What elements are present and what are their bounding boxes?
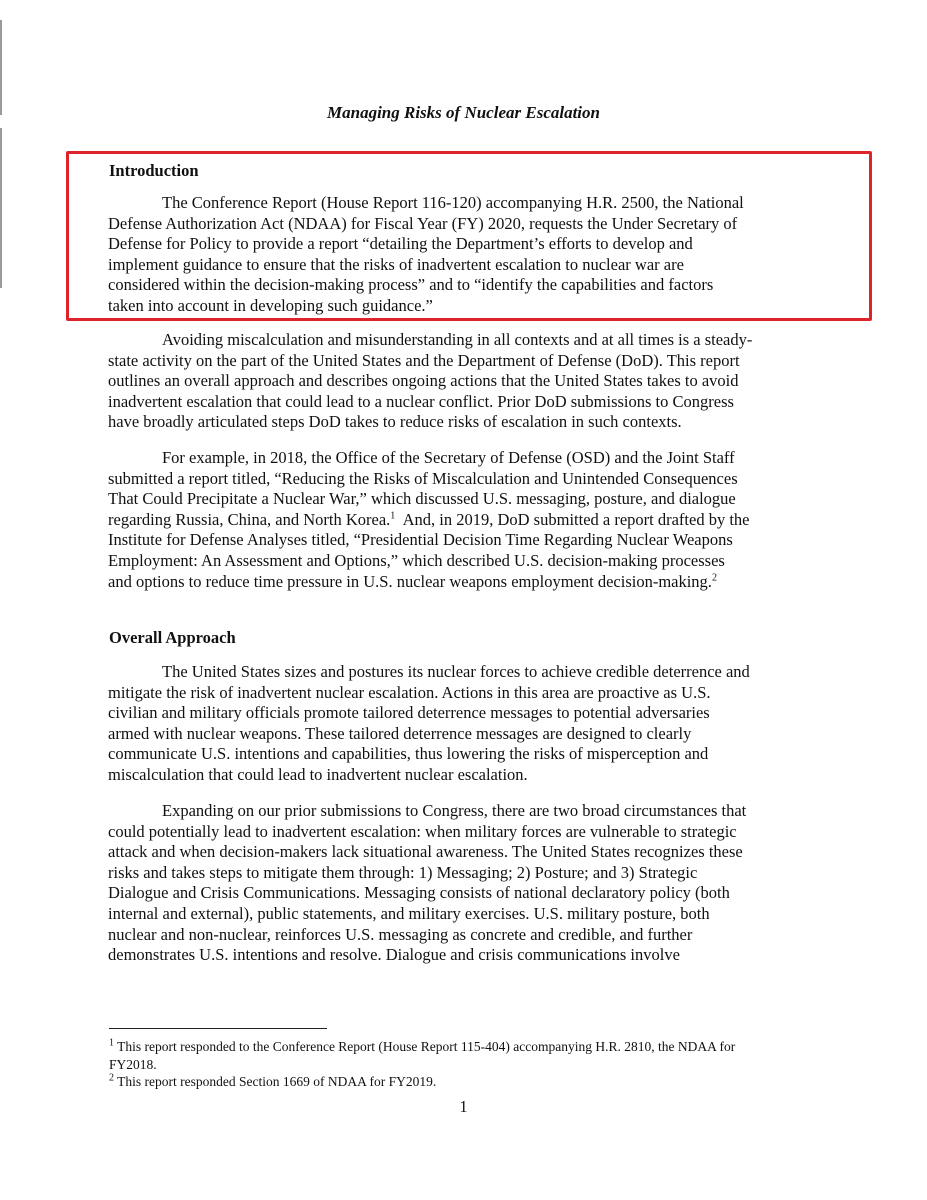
text-line: The Conference Report (House Report 116-120) accompanying H.R. 2500, the National (162, 193, 744, 212)
text-line: armed with nuclear weapons. These tailored deterrence messages are designed to clearly (108, 723, 692, 743)
text-line: miscalculation that could lead to inadvertent nuclear escalation. (108, 764, 528, 784)
text-line: outlines an overall approach and describes ongoing actions that the United States takes to avoid (108, 371, 739, 391)
text-line: state activity on the part of the United States and the Department of Defense (DoD). This report (108, 350, 740, 370)
text-line: Expanding on our prior submissions to Congress, there are two broad circumstances that (162, 801, 747, 820)
text-line: Employment: An Assessment and Options,” which described U.S. decision-making processes (108, 550, 725, 570)
text-fragment: regarding Russia, China, and North Korea. (108, 509, 391, 529)
document-title: Managing Risks of Nuclear Escalation (327, 103, 600, 122)
text-line: submitted a report titled, “Reducing the Risks of Miscalculation and Unintended Consequences (108, 468, 738, 488)
text-line: implement guidance to ensure that the risks of inadvertent escalation to nuclear war are (108, 254, 684, 274)
footnote-reference-1: 1 (390, 510, 396, 522)
footnote-line (109, 1073, 436, 1091)
text-line: taken into account in developing such guidance.” (108, 295, 433, 315)
text-line: Defense Authorization Act (NDAA) for Fiscal Year (FY) 2020, requests the Under Secretary of (108, 213, 738, 233)
text-line: risks and takes steps to mitigate them through: 1) Messaging; 2) Posture; and 3) Strategic (108, 862, 698, 882)
introduction-paragraph-2 (108, 330, 752, 433)
introduction-heading: Introduction (109, 161, 199, 180)
text-line: could potentially lead to inadvertent escalation: when military forces are vulnerable to strategic (108, 821, 737, 841)
footnote-reference-2: 2 (711, 572, 717, 584)
text-line (108, 572, 750, 593)
text-line: attack and when decision-makers lack situational awareness. The United States recognizes these (108, 842, 743, 862)
text-line: mitigate the risk of inadvertent nuclear escalation. Actions in this area are proactive as U.S. (108, 682, 711, 702)
footnote-marker: 2 (109, 1072, 114, 1084)
text-line: That Could Precipitate a Nuclear War,” which discussed U.S. messaging, posture, and dialogue (108, 489, 736, 509)
text-line: For example, in 2018, the Office of the Secretary of Defense (OSD) and the Joint Staff (162, 448, 735, 467)
text-line: Dialogue and Crisis Communications. Messaging consists of national declaratory policy (both (108, 883, 730, 903)
text-line: civilian and military officials promote tailored deterrence messages to potential adversaries (108, 703, 710, 723)
text-line: have broadly articulated steps DoD takes to reduce risks of escalation in such contexts. (108, 412, 682, 432)
footnote-2 (109, 1073, 436, 1091)
text-line: Institute for Defense Analyses titled, “Presidential Decision Time Regarding Nuclear Weapons (108, 530, 733, 550)
text-line: considered within the decision-making process” and to “identify the capabilities and factors (108, 275, 714, 295)
text-fragment: And, in 2019, DoD submitted a report drafted by the (395, 509, 750, 529)
scan-edge-mark (0, 20, 2, 115)
text-line: inadvertent escalation that could lead to a nuclear conflict. Prior DoD submissions to Congress (108, 391, 734, 411)
introduction-paragraph-1 (108, 193, 744, 317)
overall-approach-heading: Overall Approach (109, 628, 236, 647)
text-line: demonstrates U.S. intentions and resolve. Dialogue and crisis communications involve (108, 945, 680, 965)
scan-edge-mark (0, 128, 2, 288)
footnote-marker: 1 (109, 1037, 114, 1049)
text-line: Defense for Policy to provide a report “detailing the Department’s efforts to develop and (108, 234, 693, 254)
overall-approach-paragraph-1 (108, 662, 750, 786)
text-line: Avoiding miscalculation and misunderstanding in all contexts and at all times is a steady- (162, 330, 753, 349)
page-number: 1 (459, 1097, 468, 1116)
footnote-1 (109, 1038, 735, 1073)
text-line (108, 510, 750, 531)
text-line: communicate U.S. intentions and capabilities, thus lowering the risks of misperception and (108, 744, 709, 764)
text-line: The United States sizes and postures its nuclear forces to achieve credible deterrence and (162, 662, 750, 681)
footnote-line (109, 1038, 735, 1056)
footnote-separator (109, 1028, 327, 1029)
introduction-paragraph-3 (108, 448, 750, 592)
text-fragment: and options to reduce time pressure in U.S. nuclear weapons employment decision-making. (108, 571, 712, 591)
footnote-text: This report responded to the Conference Report (House Report 115-404) accompanying H.R. 2810, the NDAA for (114, 1039, 736, 1054)
text-line: nuclear and non-nuclear, reinforces U.S. messaging as concrete and credible, and further (108, 924, 693, 944)
footnote-text: This report responded Section 1669 of NDAA for FY2019. (114, 1074, 437, 1089)
footnote-line: FY2018. (109, 1056, 157, 1072)
overall-approach-paragraph-2 (108, 801, 746, 966)
text-line: internal and external), public statements, and military exercises. U.S. military posture, both (108, 903, 710, 923)
